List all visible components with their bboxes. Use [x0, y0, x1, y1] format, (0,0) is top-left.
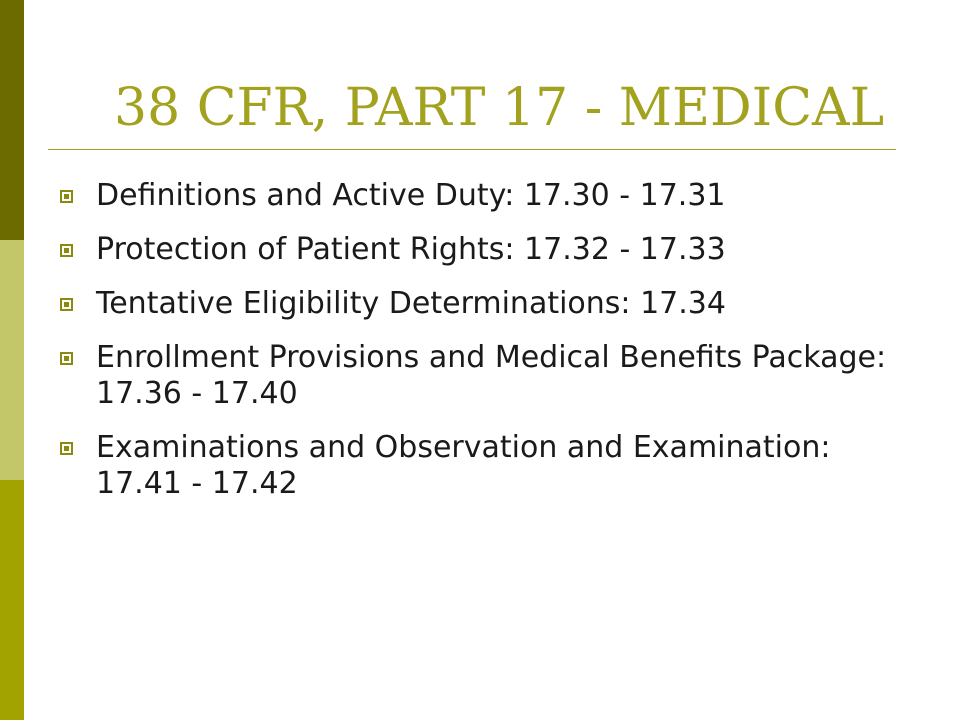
bullet-item: [60, 286, 910, 322]
bullet-item: [60, 430, 910, 502]
square-bullet-icon: [60, 244, 73, 257]
square-bullet-icon: [60, 190, 73, 203]
bullet-text: Enrollment Provisions and Medical Benefits Package: 17.36 - 17.40: [96, 340, 887, 411]
bullet-item: [60, 232, 910, 268]
side-bar-segment-light: [0, 240, 24, 480]
bullet-list: [60, 178, 910, 520]
bullet-text: Definitions and Active Duty: 17.30 - 17.31: [96, 178, 726, 213]
square-bullet-icon: [60, 442, 73, 455]
bullet-text: Examinations and Observation and Examination: 17.41 - 17.42: [96, 430, 831, 501]
side-accent-bar: [0, 0, 24, 720]
bullet-text: Tentative Eligibility Determinations: 17.34: [96, 286, 726, 321]
title-underline: [48, 149, 896, 150]
bullet-text: Protection of Patient Rights: 17.32 - 17.33: [96, 232, 726, 267]
side-bar-segment-mid: [0, 480, 24, 720]
bullet-item: [60, 340, 910, 412]
slide-title: 38 CFR, PART 17 - MEDICAL: [114, 78, 885, 138]
bullet-item: [60, 178, 910, 214]
side-bar-segment-dark: [0, 0, 24, 240]
square-bullet-icon: [60, 298, 73, 311]
square-bullet-icon: [60, 352, 73, 365]
